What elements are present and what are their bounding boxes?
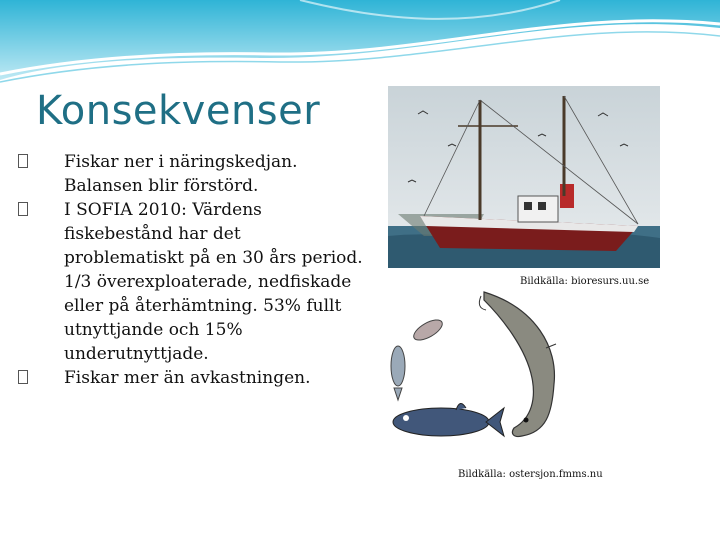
image-caption: Bildkälla: ostersjon.fmms.nu <box>458 469 603 480</box>
header-wave-decoration <box>0 0 720 90</box>
bullet-text: I SOFIA 2010: Värdens fiskebestånd har det problematiskt på en 30 års period. 1/3 överexploaterade, nedfiskade eller på återhämtning. 53% fullt utnyttjande och 15% underutnyttjade. <box>64 200 363 364</box>
bullet-text: Fiskar ner i näringskedjan. Balansen blir förstörd. <box>64 152 298 196</box>
bullet-marker-icon <box>18 154 28 168</box>
bullet-item <box>18 150 363 198</box>
image-caption: Bildkälla: bioresurs.uu.se <box>520 276 650 287</box>
food-chain-illustration <box>386 288 656 460</box>
bullet-text: Fiskar mer än avkastningen. <box>64 368 311 388</box>
bullet-marker-icon <box>18 202 28 216</box>
bullet-marker-icon <box>18 370 28 384</box>
bullet-item <box>18 198 363 366</box>
slide-title: Konsekvenser <box>36 88 321 134</box>
fishing-boat-photo <box>388 86 660 268</box>
bullet-list <box>18 150 363 390</box>
bullet-item <box>18 366 363 390</box>
